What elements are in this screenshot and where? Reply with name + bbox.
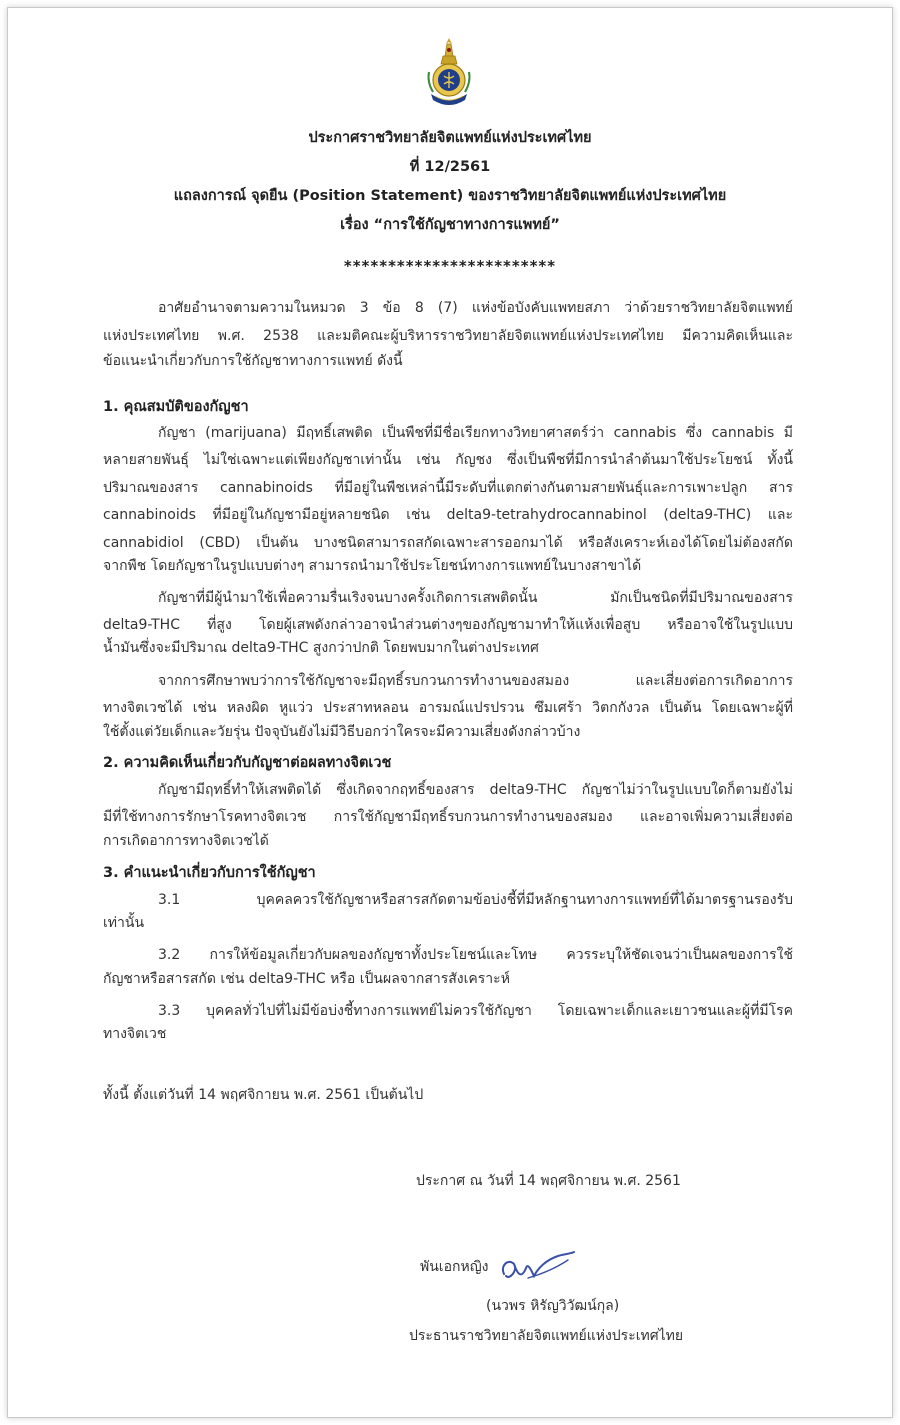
section-1-para-3-line-2: ทางจิตเวชได้ เช่น หลงผิด หูแว่ว ประสาทหลอน อารมณ์แปรปรวน ซึมเศร้า วิตกกังวล เป็นต้น โดยเฉพาะผู้ที่ — [103, 700, 793, 716]
section-2-heading: 2. ความคิดเห็นเกี่ยวกับกัญชาต่อผลทางจิตเวช — [103, 755, 392, 771]
section-2-line-2: มีที่ใช้ทางการรักษาโรคทางจิตเวช การใช้กัญชามีฤทธิ์รบกวนการทำงานของสมอง และอาจเพิ่มความเสี่ยงต่อ — [103, 809, 793, 825]
section-1-para-1-line-1: กัญชา (marijuana) มีฤทธิ์เสพติด เป็นพืชที่มีชื่อเรียกทางวิทยาศาสตร์ว่า cannabis ซึ่ง cannabis มี — [158, 425, 793, 441]
section-1-para-2-line-1: กัญชาที่มีผู้นำมาใช้เพื่อความรื่นเริงจนบางครั้งเกิดการเสพติดนั้น มักเป็นชนิดที่มีปริมาณของสาร — [158, 590, 793, 606]
section-1-para-3-line-3: ใช้ตั้งแต่วัยเด็กและวัยรุ่น ปัจจุบันยังไม่มีวิธีบอกว่าใครจะมีความเสี่ยงดังกล่าวบ้าง — [103, 724, 581, 740]
section-3-heading: 3. คำแนะนำเกี่ยวกับการใช้กัญชา — [103, 865, 316, 881]
signer-position: ประธานราชวิทยาลัยจิตแพทย์แห่งประเทศไทย — [409, 1328, 684, 1344]
section-3-item-1-line-2: เท่านั้น — [103, 915, 145, 931]
section-3-item-2-line-2: กัญชาหรือสารสกัด เช่น delta9-THC หรือ เป็นผลจากสารสังเคราะห์ — [103, 971, 510, 987]
section-2-line-3: การเกิดอาการทางจิตเวชได้ — [103, 833, 269, 849]
announced-date: ประกาศ ณ วันที่ 14 พฤศจิกายน พ.ศ. 2561 — [416, 1173, 681, 1189]
royal-college-seal-icon — [425, 36, 473, 110]
section-1-para-3-line-1: จากการศึกษาพบว่าการใช้กัญชาจะมีฤทธิ์รบกวนการทำงานของสมอง และเสี่ยงต่อการเกิดอาการ — [158, 673, 793, 689]
intro-line-3: ข้อแนะนำเกี่ยวกับการใช้กัญชาทางการแพทย์ ดังนี้ — [103, 353, 403, 369]
section-1-heading: 1. คุณสมบัติของกัญชา — [103, 399, 249, 415]
intro-line-1: อาศัยอำนาจตามความในหมวด 3 ข้อ 8 (7) แห่งข้อบังคับแพทยสภา ว่าด้วยราชวิทยาลัยจิตแพทย์ — [158, 300, 793, 316]
section-1-para-1-line-4: cannabinoids ที่มีอยู่ในกัญชามีอยู่หลายชนิด เช่น delta9-tetrahydrocannabinol (delta9-THC) และ — [103, 507, 793, 523]
section-1-para-2-line-2: delta9-THC ที่สูง โดยผู้เสพดังกล่าวอาจนำส่วนต่างๆของกัญชามาทำให้แห้งเพื่อสูบ หรืออาจใช้ในรูปแบบ — [103, 617, 793, 633]
section-1-para-2-line-3: น้ำมันซึ่งจะมีปริมาณ delta9-THC สูงกว่าปกติ โดยพบมากในต่างประเทศ — [103, 640, 539, 656]
section-3-item-1-line-1: 3.1 บุคคลควรใช้กัญชาหรือสารสกัดตามข้อบ่งชี้ที่มีหลักฐานทางการแพทย์ที่ได้มาตรฐานรองรับ — [158, 892, 793, 908]
section-1-para-1-line-2: หลายสายพันธุ์ ไม่ใช่เฉพาะแต่เพียงกัญชาเท่านั้น เช่น กัญชง ซึ่งเป็นพืชที่มีการนำลำต้นมาใช้ประโยชน์ ทั้งนี้ — [103, 452, 793, 468]
section-2-line-1: กัญชามีฤทธิ์ทำให้เสพติดได้ ซึ่งเกิดจากฤทธิ์ของสาร delta9-THC กัญชาไม่ว่าในรูปแบบใดก็ตามยังไม่ — [158, 782, 793, 798]
subject-line: เรื่อง “การใช้กัญชาทางการแพทย์” — [340, 217, 560, 233]
effective-date: ทั้งนี้ ตั้งแต่วันที่ 14 พฤศจิกายน พ.ศ. 2561 เป็นต้นไป — [103, 1087, 424, 1103]
signer-name: (นวพร หิรัญวิวัฒน์กุล) — [486, 1298, 620, 1314]
position-statement-line: แถลงการณ์ จุดยืน (Position Statement) ของราชวิทยาลัยจิตแพทย์แห่งประเทศไทย — [173, 188, 727, 204]
divider-stars: ************************ — [343, 257, 557, 275]
section-1-para-1-line-3: ปริมาณของสาร cannabinoids ที่มีอยู่ในพืชเหล่านี้มีระดับที่แตกต่างกันตามสายพันธุ์และการเพาะปลูก สาร — [103, 480, 793, 496]
section-3-item-3-line-2: ทางจิตเวช — [103, 1026, 167, 1042]
announcement-number: ที่ 12/2561 — [409, 159, 491, 175]
section-3-item-2-line-1: 3.2 การให้ข้อมูลเกี่ยวกับผลของกัญชาทั้งประโยชน์และโทษ ควรระบุให้ชัดเจนว่าเป็นผลของการใช้ — [158, 947, 793, 963]
section-3-item-3-line-1: 3.3 บุคคลทั่วไปที่ไม่มีข้อบ่งชี้ทางการแพทย์ไม่ควรใช้กัญชา โดยเฉพาะเด็กและเยาวชนและผู้ที่มีโรค — [158, 1003, 793, 1019]
section-1-para-1-line-6: จากพืช โดยกัญชาในรูปแบบต่างๆ สามารถนำมาใช้ประโยชน์ทางการแพทย์ในบางสาขาได้ — [103, 558, 642, 574]
handwritten-signature — [498, 1248, 576, 1288]
announcement-title: ประกาศราชวิทยาลัยจิตแพทย์แห่งประเทศไทย — [308, 130, 592, 146]
signer-rank: พันเอกหญิง — [420, 1259, 489, 1275]
intro-line-2: แห่งประเทศไทย พ.ศ. 2538 และมติคณะผู้บริหารราชวิทยาลัยจิตแพทย์แห่งประเทศไทย มีความคิดเห็นและ — [103, 328, 793, 344]
section-1-para-1-line-5: cannabidiol (CBD) เป็นต้น บางชนิดสามารถสกัดเฉพาะสารออกมาได้ หรือสังเคราะห์เองได้โดยไม่ต้องสกัด — [103, 535, 793, 551]
